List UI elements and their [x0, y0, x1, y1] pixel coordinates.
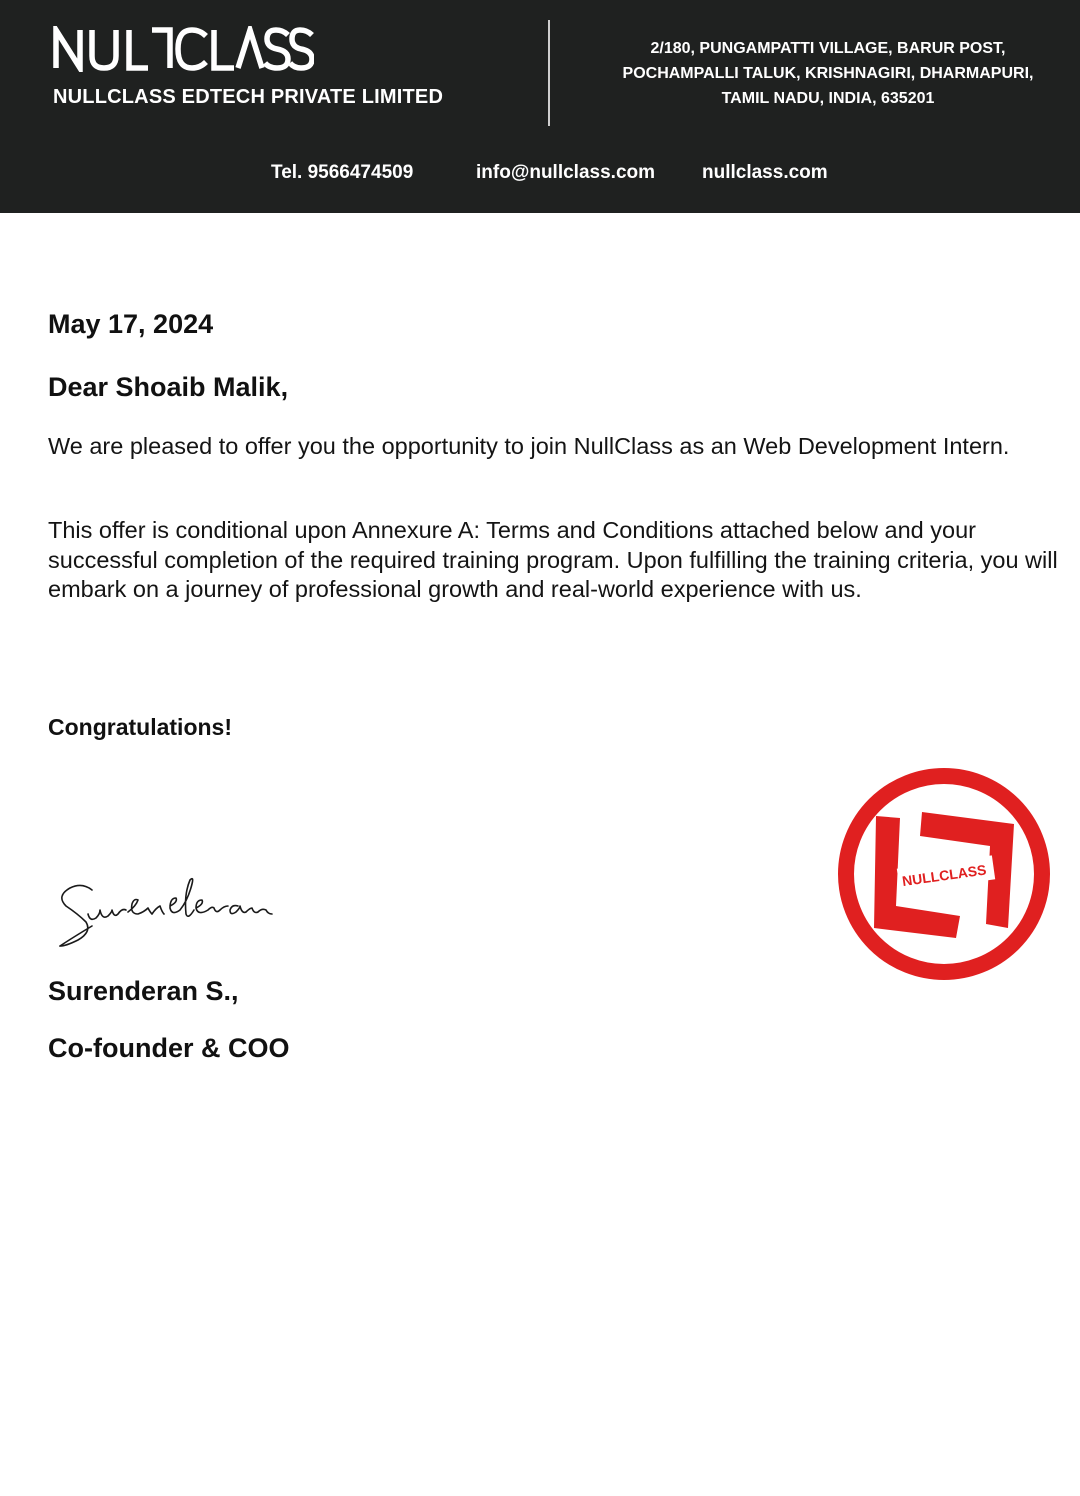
company-stamp	[836, 766, 1052, 982]
phone-number: Tel. 9566474509	[271, 162, 414, 183]
email-link[interactable]: info@nullclass.com	[476, 162, 656, 183]
letter-date: May 17, 2024	[48, 309, 214, 339]
signer-title: Co-founder & COO	[48, 1033, 290, 1063]
header-divider	[548, 20, 550, 126]
closing-text: Congratulations!	[48, 714, 232, 740]
company-name: NULLCLASS EDTECH PRIVATE LIMITED	[53, 86, 444, 108]
company-address	[590, 36, 1066, 111]
website-link[interactable]: nullclass.com	[702, 162, 828, 183]
offer-paragraph: We are pleased to offer you the opportunity to join NullClass as an Web Development Intern.	[48, 433, 1010, 459]
letterhead-header	[0, 0, 1080, 213]
address-line: 2/180, PUNGAMPATTI VILLAGE, BARUR POST,	[650, 40, 1006, 57]
svg-text:NULLCLASS: NULLCLASS	[901, 861, 988, 890]
letter-salutation: Dear Shoaib Malik,	[48, 372, 289, 402]
conditions-paragraph: This offer is conditional upon Annexure A: Terms and Conditions attached below and your successful completion of the required training program. Upon fulfilling the training criteria, you will embark on a journey of professional growth and real-world experience with us.	[48, 517, 1058, 602]
nullclass-logo	[52, 26, 314, 72]
address-line: POCHAMPALLI TALUK, KRISHNAGIRI, DHARMAPURI,	[622, 65, 1034, 82]
signer-name: Surenderan S.,	[48, 976, 239, 1006]
handwritten-signature	[52, 870, 288, 960]
address-line: TAMIL NADU, INDIA, 635201	[721, 90, 935, 107]
